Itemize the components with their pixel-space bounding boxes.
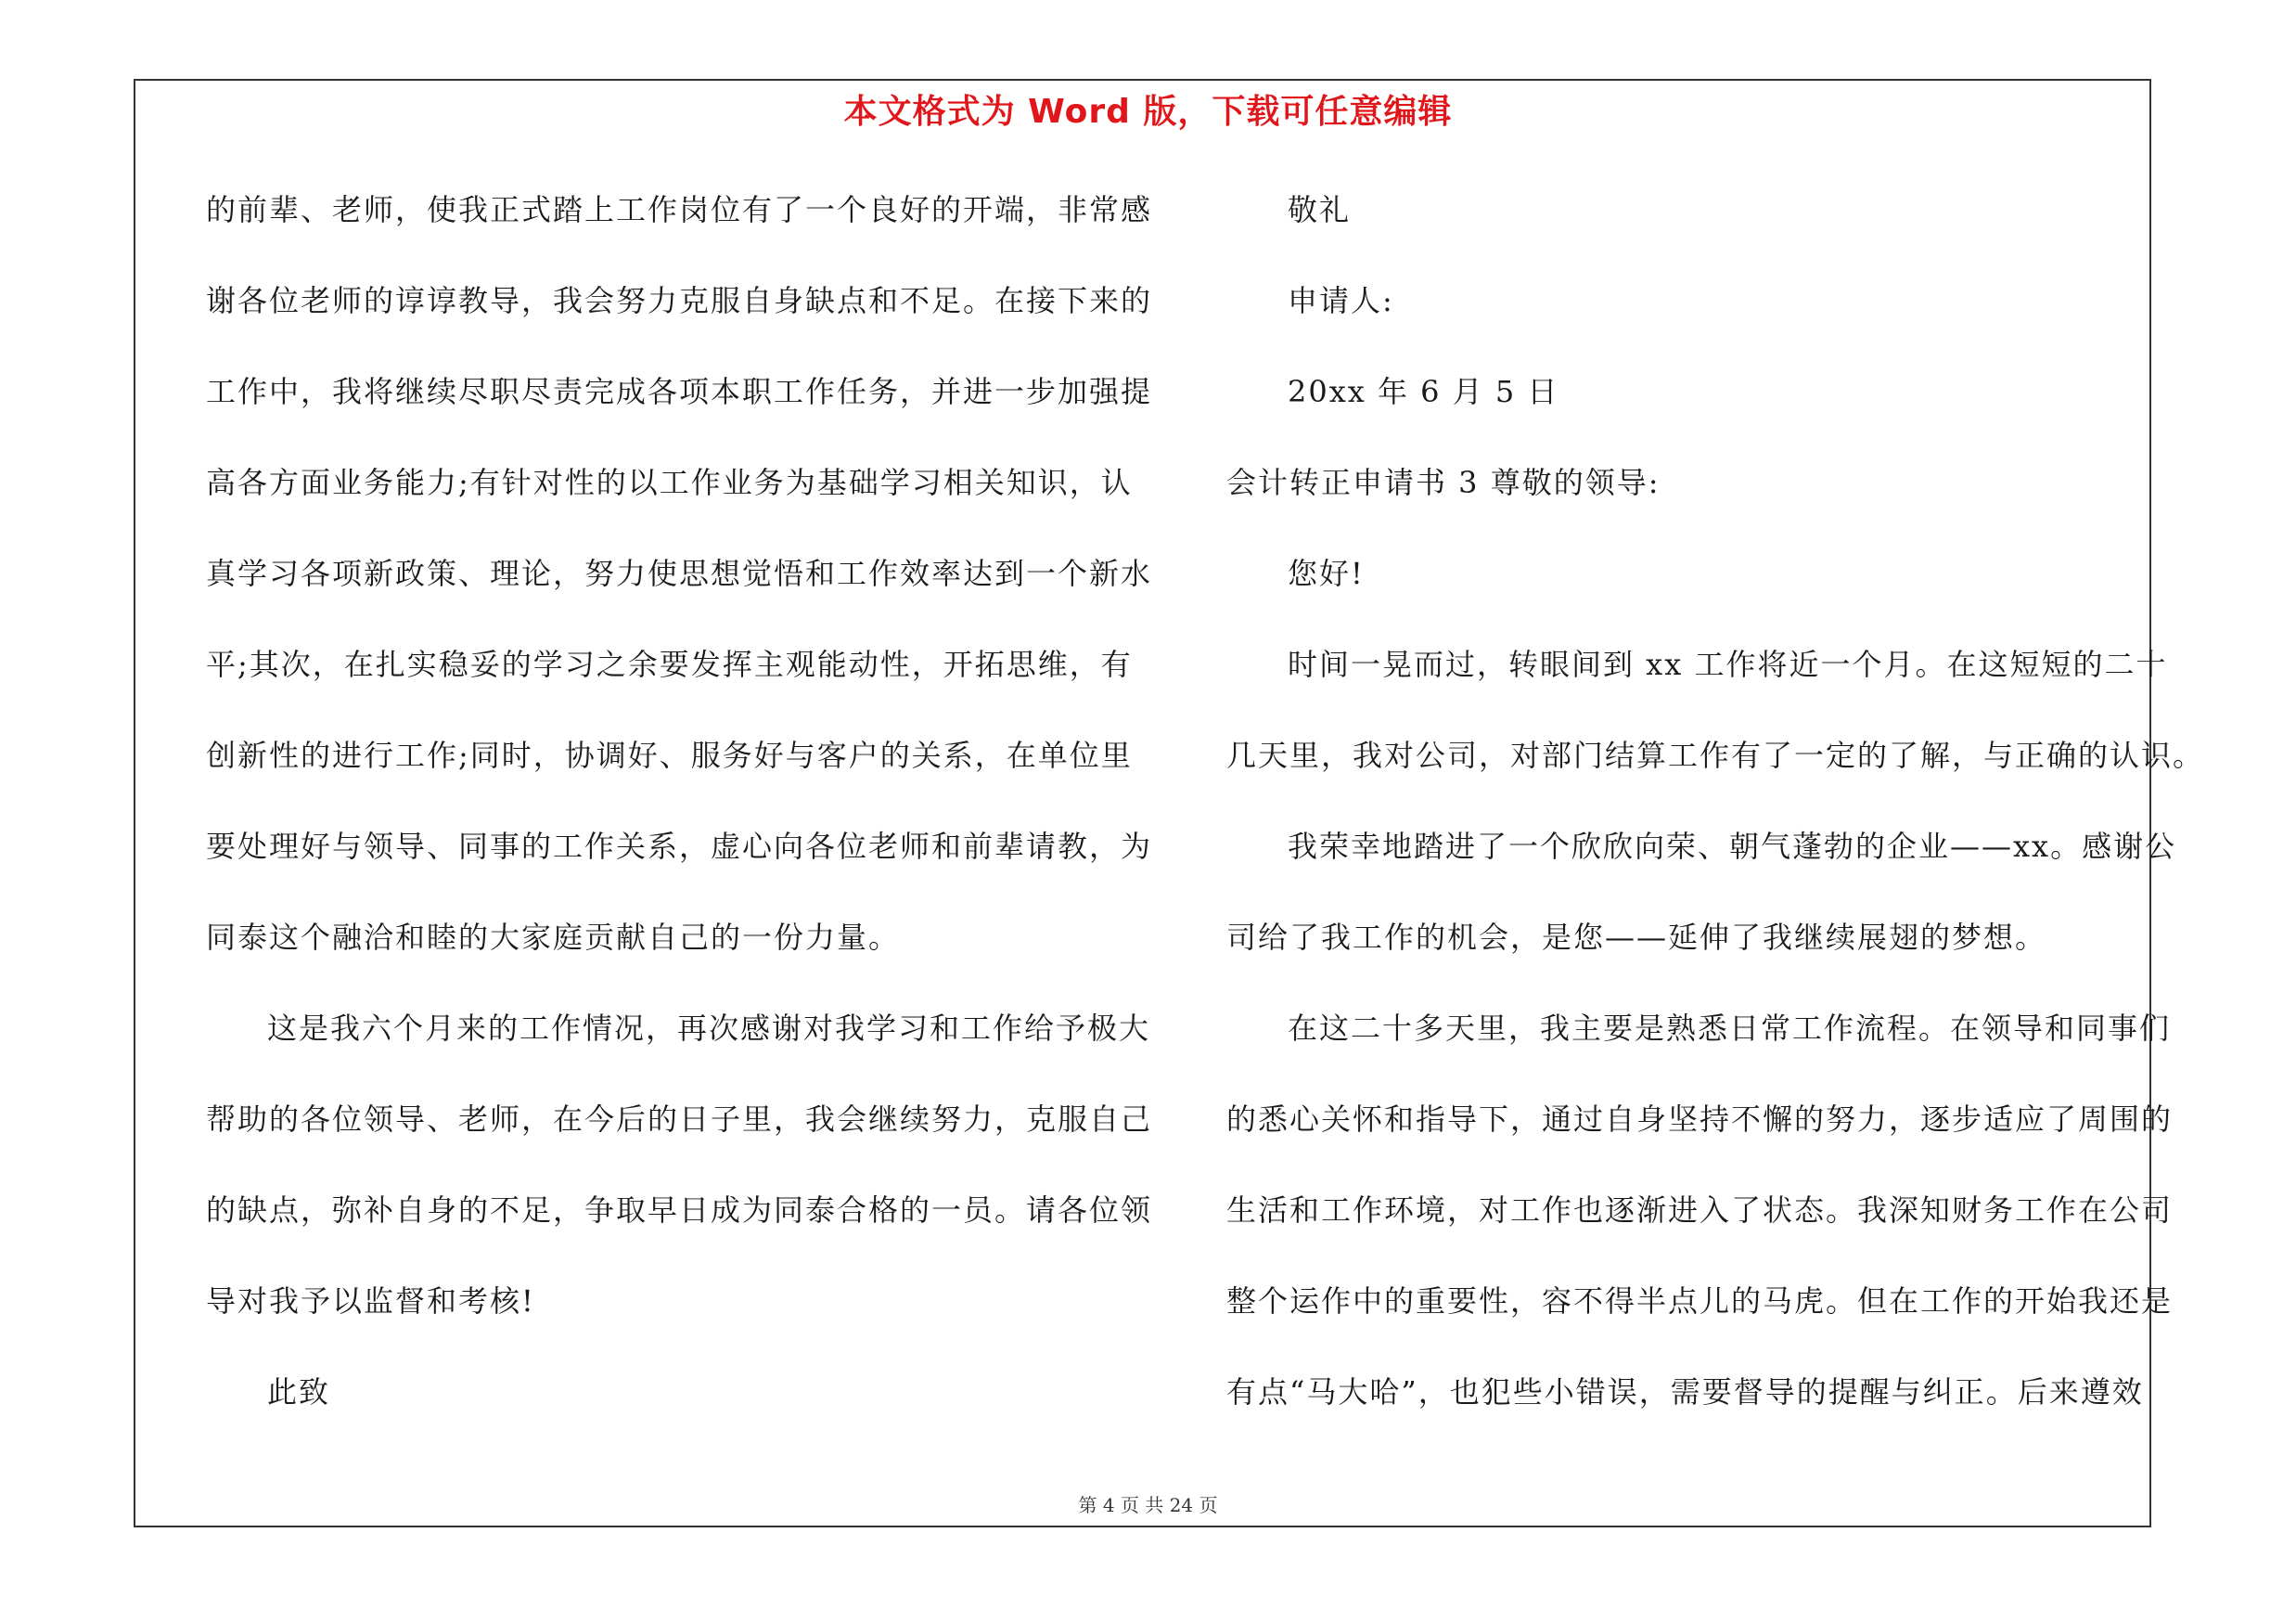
text-line: 此致 xyxy=(267,1374,331,1410)
text-line: 时间一晃而过，转眼间到 xx 工作将近一个月。在这短短的二十 xyxy=(1288,647,2168,682)
text-line: 申请人: xyxy=(1288,283,1394,318)
text-line: 平;其次，在扎实稳妥的学习之余要发挥主观能动性，开拓思维，有 xyxy=(206,647,1133,682)
left-column xyxy=(206,182,1153,1455)
text-line: 的悉心关怀和指导下，通过自身坚持不懈的努力，逐步适应了周围的 xyxy=(1226,1101,2174,1137)
text-line: 几天里，我对公司，对部门结算工作有了一定的了解，与正确的认识。 xyxy=(1226,738,2205,773)
text-line: 生活和工作环境，对工作也逐渐进入了状态。我深知财务工作在公司 xyxy=(1226,1192,2174,1228)
text-line: 在这二十多天里，我主要是熟悉日常工作流程。在领导和同事们 xyxy=(1288,1011,2172,1046)
text-line: 创新性的进行工作;同时，协调好、服务好与客户的关系，在单位里 xyxy=(206,738,1133,773)
text-line: 这是我六个月来的工作情况，再次感谢对我学习和工作给予极大 xyxy=(267,1011,1151,1046)
text-line: 要处理好与领导、同事的工作关系，虚心向各位老师和前辈请教，为 xyxy=(206,829,1153,864)
text-line: 敬礼 xyxy=(1288,192,1352,227)
right-column xyxy=(1226,182,2205,1455)
text-line: 的缺点，弥补自身的不足，争取早日成为同泰合格的一员。请各位领 xyxy=(206,1192,1153,1228)
text-line: 您好! xyxy=(1288,556,1365,591)
text-line: 谢各位老师的谆谆教导，我会努力克服自身缺点和不足。在接下来的 xyxy=(206,283,1153,318)
text-line: 同泰这个融洽和睦的大家庭贡献自己的一份力量。 xyxy=(206,920,901,955)
text-line: 20xx 年 6 月 5 日 xyxy=(1288,374,1559,409)
page-footer: 第 4 页 共 24 页 xyxy=(1078,1494,1218,1516)
text-line: 会计转正申请书 3 尊敬的领导: xyxy=(1226,465,1661,500)
text-line: 帮助的各位领导、老师，在今后的日子里，我会继续努力，克服自己 xyxy=(206,1101,1153,1137)
text-line: 整个运作中的重要性，容不得半点儿的马虎。但在工作的开始我还是 xyxy=(1226,1283,2174,1319)
text-line: 工作中，我将继续尽职尽责完成各项本职工作任务，并进一步加强提 xyxy=(206,374,1153,409)
text-line: 高各方面业务能力;有针对性的以工作业务为基础学习相关知识，认 xyxy=(206,465,1133,500)
header-banner: 本文格式为 Word 版，下载可任意编辑 xyxy=(843,93,1453,131)
text-line: 我荣幸地踏进了一个欣欣向荣、朝气蓬勃的企业——xx。感谢公 xyxy=(1288,829,2177,864)
text-line: 的前辈、老师，使我正式踏上工作岗位有了一个良好的开端，非常感 xyxy=(206,192,1153,227)
text-line: 司给了我工作的机会，是您——延伸了我继续展翅的梦想。 xyxy=(1226,920,2047,955)
text-line: 真学习各项新政策、理论，努力使思想觉悟和工作效率达到一个新水 xyxy=(206,556,1153,591)
text-line: 导对我予以监督和考核! xyxy=(206,1283,535,1319)
text-line: 有点“马大哈”，也犯些小错误，需要督导的提醒与纠正。后来遵效 xyxy=(1226,1374,2144,1410)
